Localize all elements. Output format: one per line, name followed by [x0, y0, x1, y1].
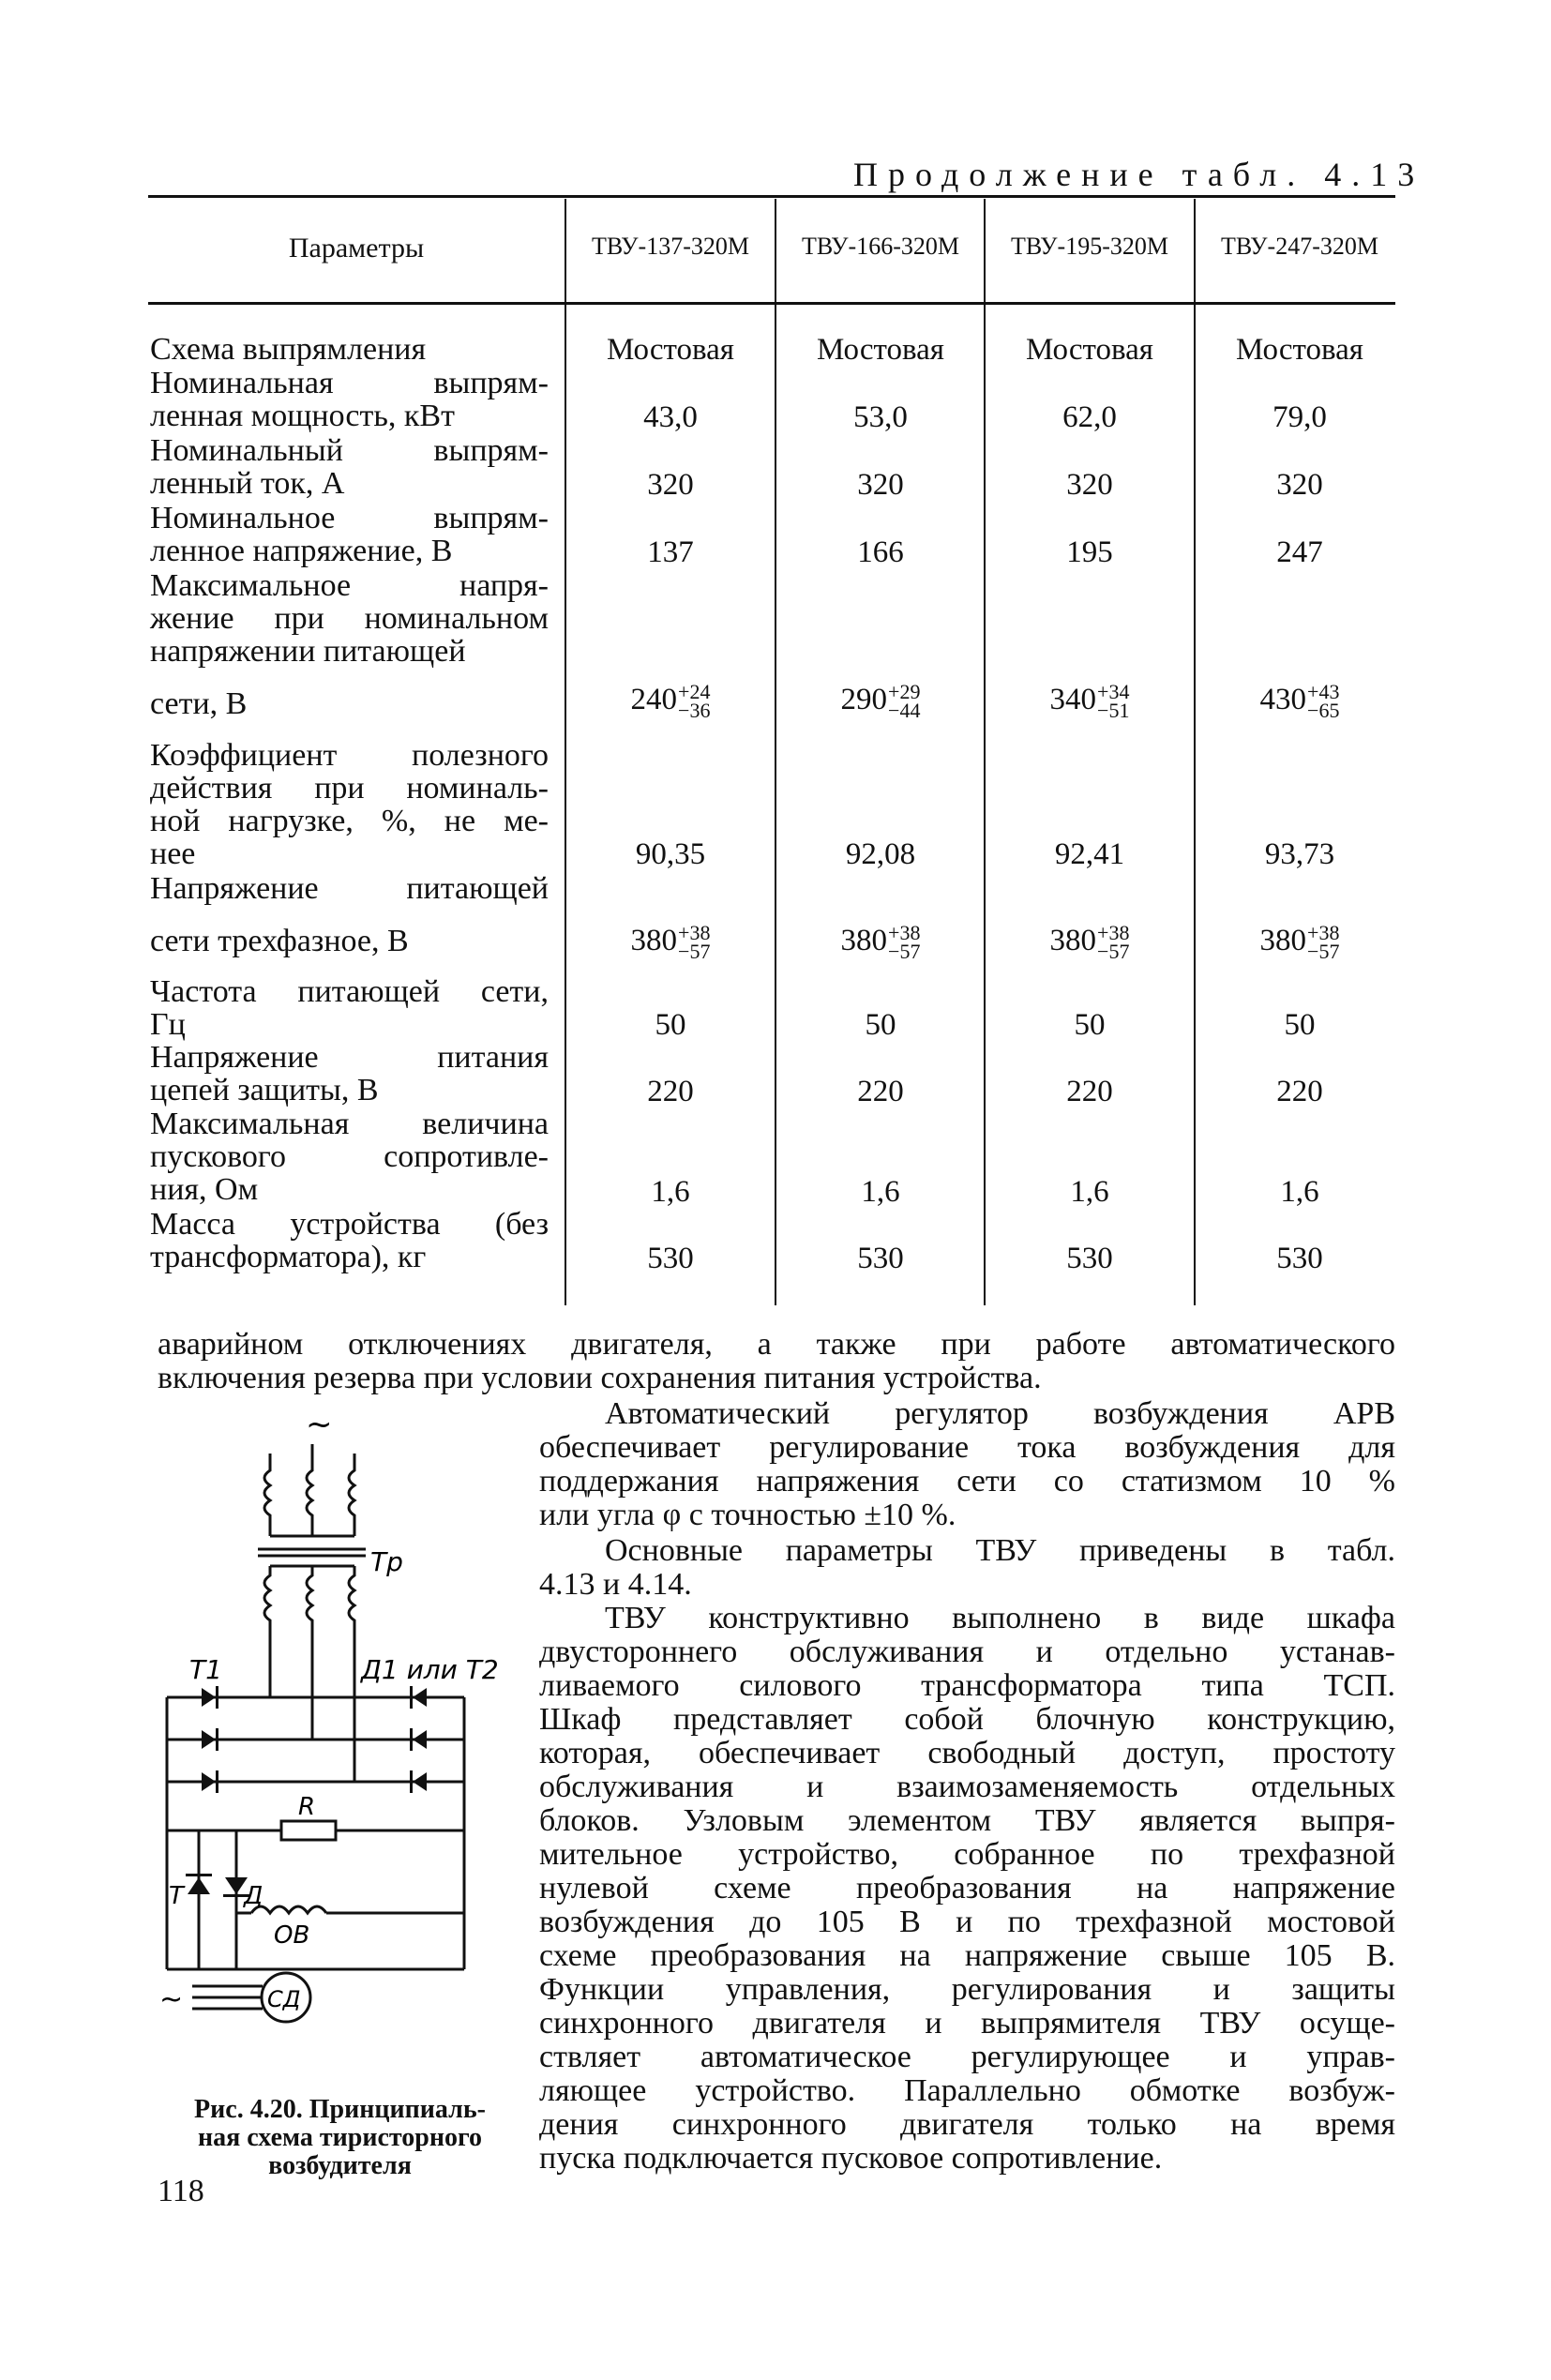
param-label: сети трехфазное, В	[150, 924, 409, 958]
fig-label-tilde: ~	[306, 1407, 333, 1443]
value-cell-scheme: Мостовая	[1236, 333, 1363, 367]
param-label: Схема выпрямления	[150, 332, 427, 367]
value-cell-current: 320	[647, 468, 694, 502]
value-cell-protection-voltage: 220	[647, 1075, 694, 1108]
fig-label-tr: Тр	[370, 1546, 403, 1577]
value-cell-supply-voltage: 380 +38 −57	[1049, 921, 1130, 964]
value-cell-supply-voltage: 380 +38 −57	[1259, 921, 1340, 964]
value-cell-current: 320	[1066, 468, 1113, 502]
value-cell-start-resistance: 1,6	[861, 1175, 900, 1209]
value-cell-protection-voltage: 220	[1066, 1075, 1113, 1108]
value-cell-voltage: 247	[1276, 535, 1323, 569]
paragraph-params: Основные параметры ТВУ приведены в табл. 4.13 и 4.14.	[539, 1533, 1395, 1602]
value-cell-mass: 530	[647, 1242, 694, 1275]
value-cell-frequency: 50	[1284, 1008, 1316, 1042]
value-cell-protection-voltage: 220	[1276, 1075, 1323, 1108]
header-tvu-247: ТВУ-247-320М	[1221, 233, 1378, 260]
param-label: сети, В	[150, 686, 248, 721]
figure-caption: Рис. 4.20. Принципиаль- ная схема тиристорного возбудителя	[194, 2095, 486, 2180]
value-cell-mass: 530	[1066, 1242, 1113, 1275]
param-label: Коэффициент полезного действия при номиналь- ной нагрузке, %, не ме- нее	[150, 738, 549, 871]
value-cell-start-resistance: 1,6	[651, 1175, 690, 1209]
value-cell-supply-voltage: 380 +38 −57	[840, 921, 921, 964]
table-col-divider	[775, 199, 776, 1305]
param-label: Номинальная выпрям- ленная мощность, кВт	[150, 366, 549, 433]
value-cell-scheme: Мостовая	[607, 333, 734, 367]
param-label: Масса устройства (без трансформатора), кг	[150, 1207, 549, 1274]
value-cell-mass: 530	[857, 1242, 904, 1275]
table-col-divider	[565, 199, 566, 1305]
value-cell-power: 62,0	[1062, 400, 1117, 434]
param-label: Максимальное напря- жение при номинальном напряжении питающей	[150, 568, 549, 669]
paragraph-construction: ТВУ конструктивно выполнено в виде шкафа двустороннего обслуживания и отдельно устанав- ливаемого силового трансформатора типа ТСП. Шкаф представляет собой блочную конструкцию, которая, обеспечивает свободный доступ, простоту обслуживания и взаимозаменяемость отдельных блоков. Узловым элементом ТВУ является выпря- мительное устройство, собранное по трехфазной нулевой схеме преобразования на напряжение возбуждения до 105 В и по трехфазной мостовой схеме преобразования на напряжение свыше 105 В. Функции управления, регулирования и защиты синхронного двигателя и выпрямителя ТВУ осуще- ствляет автоматическое регулирующее и управ- ляющее устройство. Параллельно обмотке возбуж- дения синхронного двигателя только на время пуска подключается пусковое сопротивление.	[539, 1601, 1395, 2176]
value-cell-supply-voltage: 380 +38 −57	[630, 921, 711, 964]
value-cell-max-voltage: 340 +34 −51	[1049, 680, 1130, 723]
value-cell-mass: 530	[1276, 1242, 1323, 1275]
header-tvu-166: ТВУ-166-320М	[802, 233, 959, 260]
value-cell-start-resistance: 1,6	[1280, 1175, 1319, 1209]
fig-label-d1: Д1 или Т2	[361, 1654, 499, 1685]
param-label: Напряжение питающей	[150, 871, 549, 906]
value-cell-current: 320	[1276, 468, 1323, 502]
fig-label-ac: ~	[159, 1983, 184, 2016]
page-number: 118	[158, 2174, 204, 2208]
value-cell-voltage: 166	[857, 535, 904, 569]
value-cell-power: 43,0	[643, 400, 698, 434]
fig-label-sd: СД	[267, 1986, 301, 2012]
value-cell-power: 53,0	[853, 400, 908, 434]
thyristor-exciter-schematic	[141, 1407, 535, 2082]
fig-label-t1: Т1	[189, 1654, 222, 1685]
value-cell-efficiency: 92,08	[845, 837, 916, 871]
value-cell-power: 79,0	[1272, 400, 1327, 434]
table-top-rule	[148, 195, 1395, 198]
value-cell-max-voltage: 430 +43 −65	[1259, 680, 1340, 723]
header-params: Параметры	[288, 233, 425, 264]
fig-label-ov: ОВ	[274, 1921, 310, 1950]
value-cell-max-voltage: 240 +24 −36	[630, 680, 711, 723]
value-cell-frequency: 50	[1074, 1008, 1106, 1042]
paragraph-arv: Автоматический регулятор возбуждения АРВ обеспечивает регулирование тока возбуждения для поддержания напряжения сети со статизмом 10 % или угла φ с точностью ±10 %.	[539, 1396, 1395, 1532]
param-label: Частота питающей сети, Гц	[150, 974, 549, 1042]
value-cell-efficiency: 90,35	[635, 837, 706, 871]
value-cell-voltage: 137	[647, 535, 694, 569]
param-label: Максимальная величина пускового сопротивле- ния, Ом	[150, 1107, 549, 1207]
value-cell-scheme: Мостовая	[1026, 333, 1153, 367]
value-cell-scheme: Мостовая	[817, 333, 944, 367]
param-label: Номинальное выпрям- ленное напряжение, В	[150, 501, 549, 568]
fig-label-d: Д	[244, 1882, 264, 1910]
value-cell-max-voltage: 290 +29 −44	[840, 680, 921, 723]
param-label: Номинальный выпрям- ленный ток, А	[150, 433, 549, 501]
value-cell-protection-voltage: 220	[857, 1075, 904, 1108]
table-continuation-caption: Продолжение табл. 4.13	[853, 156, 1425, 193]
value-cell-voltage: 195	[1066, 535, 1113, 569]
fig-label-t: Т	[169, 1882, 184, 1910]
value-cell-frequency: 50	[865, 1008, 896, 1042]
fig-label-r: R	[298, 1793, 316, 1821]
value-cell-current: 320	[857, 468, 904, 502]
value-cell-efficiency: 93,73	[1264, 837, 1335, 871]
param-label: Напряжение питания цепей защиты, В	[150, 1040, 549, 1107]
table-col-divider	[1194, 199, 1196, 1305]
value-cell-efficiency: 92,41	[1054, 837, 1125, 871]
value-cell-start-resistance: 1,6	[1070, 1175, 1109, 1209]
header-tvu-137: ТВУ-137-320М	[592, 233, 749, 260]
intro-paragraph: аварийном отключениях двигателя, а также при работе автоматического включения резерва при условии сохранения питания устройства.	[158, 1327, 1395, 1395]
table-header-rule	[148, 302, 1395, 305]
value-cell-frequency: 50	[655, 1008, 686, 1042]
table-col-divider	[984, 199, 986, 1305]
header-tvu-195: ТВУ-195-320М	[1011, 233, 1168, 260]
